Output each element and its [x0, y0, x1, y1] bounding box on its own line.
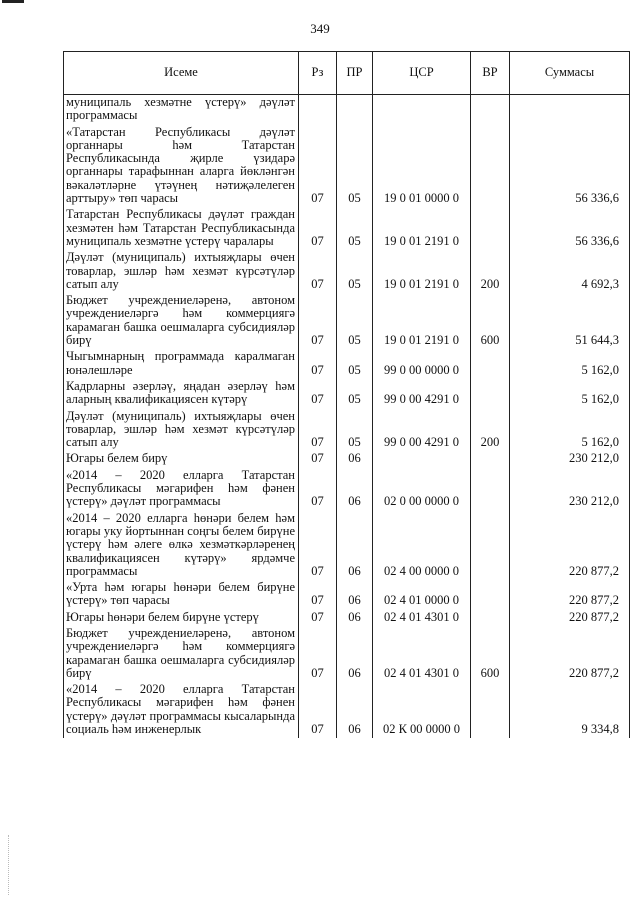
- table-header-row: [64, 52, 630, 95]
- row-name: Бюджет учреждениеләренә, автоном учреждениеләргә һәм коммерциягә карамаган башка оешмаларга субсидияләр бирү: [64, 626, 299, 682]
- table-row: [64, 610, 630, 626]
- row-rz: 07: [299, 511, 337, 580]
- row-pr: 05: [337, 125, 373, 208]
- row-sum: 230 212,0: [510, 451, 630, 467]
- row-pr: 06: [337, 451, 373, 467]
- row-csr: 02 0 00 0000 0: [373, 468, 471, 511]
- row-vr: [471, 349, 510, 379]
- row-sum: 4 692,3: [510, 250, 630, 293]
- table-row: [64, 511, 630, 580]
- row-rz: 07: [299, 610, 337, 626]
- row-csr: 99 0 00 0000 0: [373, 349, 471, 379]
- row-name: «2014 – 2020 елларга һөнәри белем һәм югары уку йортыннан соңгы белем бирүне үстерү һәм әлеге өлкә хезмәткәрләренең квалификациясен күтәрү» ярдәмче программасы: [64, 511, 299, 580]
- row-rz: 07: [299, 580, 337, 610]
- row-vr: 600: [471, 626, 510, 682]
- row-csr: 02 4 00 0000 0: [373, 511, 471, 580]
- row-rz: 07: [299, 349, 337, 379]
- row-vr: [471, 207, 510, 250]
- table-row: [64, 95, 630, 125]
- row-sum: 220 877,2: [510, 626, 630, 682]
- header-csr: ЦСР: [373, 52, 471, 95]
- row-sum: [510, 95, 630, 125]
- row-vr: [471, 451, 510, 467]
- table-row: [64, 468, 630, 511]
- table-row: [64, 207, 630, 250]
- row-pr: 06: [337, 610, 373, 626]
- table-row: [64, 250, 630, 293]
- row-pr: 06: [337, 468, 373, 511]
- row-rz: 07: [299, 451, 337, 467]
- row-csr: 02 4 01 4301 0: [373, 626, 471, 682]
- row-sum: 220 877,2: [510, 511, 630, 580]
- header-name: Исеме: [64, 52, 299, 95]
- row-csr: 02 4 01 0000 0: [373, 580, 471, 610]
- row-sum: 56 336,6: [510, 125, 630, 208]
- table-row: [64, 626, 630, 682]
- row-rz: 07: [299, 626, 337, 682]
- row-sum: 51 644,3: [510, 293, 630, 349]
- row-sum: 5 162,0: [510, 409, 630, 452]
- row-sum: 9 334,8: [510, 682, 630, 738]
- row-name: Татарстан Республикасы дәүләт граждан хезмәтен һәм Татарстан Республикасында муниципаль хезмәтне үстерү чаралары: [64, 207, 299, 250]
- row-vr: [471, 468, 510, 511]
- row-vr: [471, 610, 510, 626]
- table-row: [64, 409, 630, 452]
- row-csr: 99 0 00 4291 0: [373, 379, 471, 409]
- row-name: Югары һөнәри белем бирүне үстерү: [64, 610, 299, 626]
- row-name: «Татарстан Республикасы дәүләт органнары һәм Татарстан Республикасында җирле үзидарә органнары тарафыннан аларга йөкләнгән вәкаләтләрне үтәүнең нәтиҗәлелеген арттыру» төп чарасы: [64, 125, 299, 208]
- row-pr: 05: [337, 379, 373, 409]
- row-csr: 99 0 00 4291 0: [373, 409, 471, 452]
- row-name: Бюджет учреждениеләренә, автоном учреждениеләргә һәм коммерциягә карамаган башка оешмаларга субсидияләр бирү: [64, 293, 299, 349]
- row-rz: 07: [299, 682, 337, 738]
- row-csr: 19 0 01 0000 0: [373, 125, 471, 208]
- row-vr: [471, 682, 510, 738]
- row-rz: 07: [299, 468, 337, 511]
- row-pr: 06: [337, 626, 373, 682]
- scan-edge-mark: [2, 0, 24, 3]
- header-vr: ВР: [471, 52, 510, 95]
- row-sum: 56 336,6: [510, 207, 630, 250]
- scan-margin-marks: [8, 835, 15, 895]
- row-rz: 07: [299, 293, 337, 349]
- row-csr: 19 0 01 2191 0: [373, 250, 471, 293]
- row-pr: 06: [337, 511, 373, 580]
- row-rz: [299, 95, 337, 125]
- table-row: [64, 451, 630, 467]
- row-pr: 05: [337, 293, 373, 349]
- header-sum: Суммасы: [510, 52, 630, 95]
- table-row: [64, 293, 630, 349]
- row-pr: 06: [337, 580, 373, 610]
- table-row: [64, 682, 630, 738]
- row-rz: 07: [299, 250, 337, 293]
- row-csr: [373, 451, 471, 467]
- table-row: [64, 125, 630, 208]
- row-name: Чыгымнарның программада каралмаган юнәлешләре: [64, 349, 299, 379]
- page-number: 349: [310, 21, 330, 36]
- row-rz: 07: [299, 409, 337, 452]
- row-rz: 07: [299, 379, 337, 409]
- row-vr: [471, 95, 510, 125]
- row-pr: 05: [337, 409, 373, 452]
- row-csr: 19 0 01 2191 0: [373, 207, 471, 250]
- row-vr: [471, 511, 510, 580]
- row-pr: [337, 95, 373, 125]
- header-rz: Рз: [299, 52, 337, 95]
- row-sum: 5 162,0: [510, 379, 630, 409]
- row-name: Дәүләт (муниципаль) ихтыяҗлары өчен товарлар, эшләр һәм хезмәт күрсәтүләр сатып алу: [64, 250, 299, 293]
- row-pr: 06: [337, 682, 373, 738]
- row-rz: 07: [299, 207, 337, 250]
- row-vr: [471, 125, 510, 208]
- row-csr: 02 К 00 0000 0: [373, 682, 471, 738]
- row-name: «Урта һәм югары һөнәри белем бирүне үстерү» төп чарасы: [64, 580, 299, 610]
- row-rz: 07: [299, 125, 337, 208]
- row-sum: 5 162,0: [510, 349, 630, 379]
- row-pr: 05: [337, 207, 373, 250]
- row-pr: 05: [337, 349, 373, 379]
- row-csr: [373, 95, 471, 125]
- row-vr: 200: [471, 409, 510, 452]
- row-vr: 200: [471, 250, 510, 293]
- row-name: муниципаль хезмәтне үстерү» дәүләт программасы: [64, 95, 299, 125]
- table-body: [64, 95, 630, 739]
- row-vr: [471, 580, 510, 610]
- header-pr: ПР: [337, 52, 373, 95]
- row-sum: 220 877,2: [510, 580, 630, 610]
- row-vr: [471, 379, 510, 409]
- table-row: [64, 379, 630, 409]
- budget-table: [63, 51, 630, 738]
- row-sum: 230 212,0: [510, 468, 630, 511]
- row-csr: 19 0 01 2191 0: [373, 293, 471, 349]
- row-csr: 02 4 01 4301 0: [373, 610, 471, 626]
- row-pr: 05: [337, 250, 373, 293]
- row-name: «2014 – 2020 елларга Татарстан Республикасы мәгарифен һәм фәнен үстерү» дәүләт программасы кысаларында социаль һәм инженерлык: [64, 682, 299, 738]
- row-name: Югары белем бирү: [64, 451, 299, 467]
- table-row: [64, 580, 630, 610]
- row-name: Кадрларны әзерләү, яңадан әзерләү һәм аларның квалификациясен күтәрү: [64, 379, 299, 409]
- row-name: Дәүләт (муниципаль) ихтыяҗлары өчен товарлар, эшләр һәм хезмәт күрсәтүләр сатып алу: [64, 409, 299, 452]
- table-row: [64, 349, 630, 379]
- row-name: «2014 – 2020 елларга Татарстан Республикасы мәгарифен һәм фәнен үстерү» дәүләт программасы: [64, 468, 299, 511]
- row-vr: 600: [471, 293, 510, 349]
- row-sum: 220 877,2: [510, 610, 630, 626]
